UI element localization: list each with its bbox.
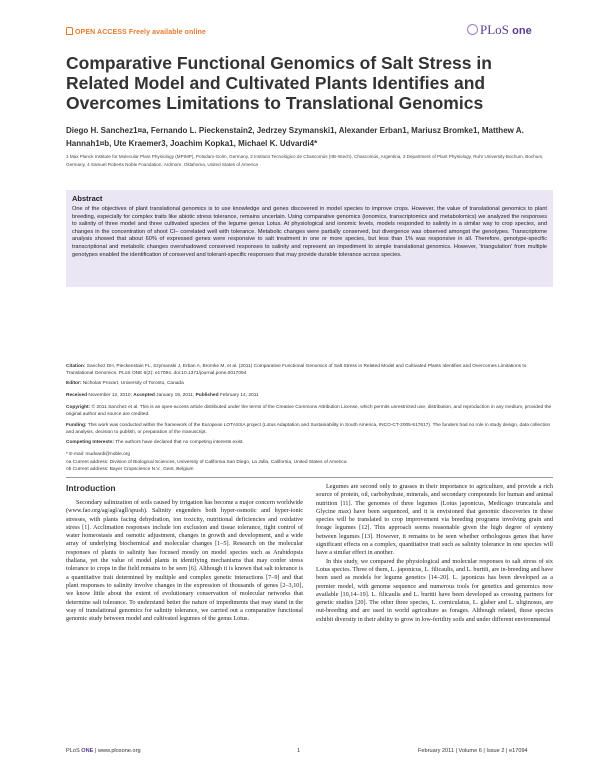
footer-website[interactable]: www.plosone.org [97,748,141,754]
funding-line [66,422,553,436]
funding-label: Funding: [66,423,87,428]
received-label: Received [66,393,88,398]
competing-label: Competing Interests: [66,440,114,445]
accepted-label: Accepted [133,393,155,398]
current-address-a: ¤a Current address: Division of Biological Sciences, University of California San Diego, La Jolla, California, United States of America [66,460,347,465]
editor-line [66,380,553,387]
abstract-heading: Abstract [72,194,103,203]
logo-one-text: one [512,25,532,37]
copyright-text: © 2011 Sanchez et al. This is an open-access article distributed under the terms of the Creative Commons Attribution License, which permits unrestricted use, distribution, and reproduction in any medium, provided the original author and source are credited. [66,405,552,417]
open-label: OPEN [75,29,96,36]
citation-text: Sanchez DH, Pieckenstain FL, Szymanski J, Erban A, Bromke M, et al. (2011) Comparative Functional Genomics of Salt Stress in Related Model and Cultivated Plants Identifies and Overcomes Limitations to Translational Genomics. PLoS ONE 6(2): e17094. doi:10.1371/journal.pone.0017094 [66,364,527,376]
intro-paragraph-2: Legumes are second only to grasses in their importance to agriculture, and provide a rich source of protein, oil, carbohydrate, minerals, and secondary compounds for human and animal nutrition [11]. The genomes of three legumes (Lotus japonicus, Medicago truncatula and Glycine max) have been sequenced, and it is envisioned that genomic discoveries in these species will be translated to crop improvement via breeding programs involving grain and forage legumes [12]. This approach seems reasonable given the high degree of synteny between legumes [13]. However, it remains to be seen whether orthologous genes that have significant effects on a complex, quantitative trait such as salinity tolerance in one species will have a similar effect in another. [316,483,553,557]
footer-issue-info: February 2011 | Volume 6 | Issue 2 | e17094 [418,748,528,754]
published-text: February 14, 2011 [219,393,259,398]
open-access-badge [66,27,206,36]
current-address-b: ¤b Current address: Bayer Cropscience N.V., Gent, Belgium [66,467,194,472]
introduction-heading: Introduction [66,483,116,493]
open-lock-icon [66,27,73,35]
editor-text: Nicholas Provart, University of Toronto, Canada [82,381,184,386]
abstract-box [66,190,553,287]
email-line: * E-mail: mudvardi@noble.org [66,452,131,457]
editor-label: Editor: [66,381,82,386]
abstract-text: One of the objectives of plant translational genomics is to use knowledge and genes discovered in model species to improve crops. However, the value of translational genomics to plant breeding, especially for complex traits like abiotic stress tolerance, remains uncertain. Using comparative genomics (ionomics, transcriptomics and metabolomics) we analyzed the responses to salinity of three model and three cultivated species of the legume genus Lotus. At physiological and ionomic levels, models responded to salinity in a similar way to crop species, and changes in the concentration of shoot Cl− correlated well with tolerance. Metabolic changes were partially conserved, but divergence was observed amongst the genotypes. Transcriptome analysis showed that about 60% of expressed genes were responsive to salt treatment in one or more species, but less than 1% was responsive in all. Therefore, genotype-specific transcriptional and metabolic changes overshadowed conserved responses to salinity and represent an impediment to simple translational genomics. However, 'triangulation' from multiple genotypes enabled the identification of conserved and tolerant-specific responses that may provide durable tolerance across species. [72,206,547,258]
citation-line [66,363,553,377]
plos-logo-icon [467,24,478,35]
access-label: ACCESS [97,29,127,36]
article-title: Comparative Functional Genomics of Salt Stress in Related Model and Cultivated Plants Identifies and Overcomes Limitations to Translational Genomics [66,53,492,113]
dates-line [66,392,553,399]
left-column [66,499,303,623]
citation-label: Citation: [66,364,86,369]
affiliations: 1 Max Planck Institute for Molecular Plant Physiology (MPIMP), Potsdam-Golm, Germany, 2 Instituto Tecnológico de Chascomús (IIB-Intech), Chascomús, Argentina, 3 Department of Plant Physiology, Ruhr University Bochum, Bochum, Germany, 4 Samuel Roberts Noble Foundation, Ardmore, Oklahoma, United States of America [66,154,544,167]
section-divider [66,477,553,478]
competing-line [66,439,553,446]
copyright-label: Copyright: [66,405,91,410]
free-online-label: Freely available online [128,29,206,36]
footer-journal: PLoS ONE | www.plosone.org [66,748,141,754]
published-label: Published [195,393,219,398]
footer-one: ONE [81,748,94,754]
funding-text: This work was conducted within the framework of the European LOTASSA project (Lotus Adaptation and Sustainability in South America, INCO-CT-2005-517617). The funders had no role in study design, data collection and analysis, decision to publish, or preparation of the manuscript. [66,423,551,435]
intro-paragraph-3: In this study, we compared the physiological and molecular responses to salt stress of six Lotus species. Three of them, L. japonicus, L. filicaulis, and L. burttii, are in-breeding and have been used as models for legume genetics [14–20]. L. japonicus has been developed as a premier model, with genome sequence and numerous tools for genetics and genomics now available [10,14–19]. L. filicaulis and L. burttii have been developed as crossing partners for genetic studies [20]. The other three species, L. corniculatus, L. glaber and L. uliginosus, are out-breeding and are used in world agriculture as forages. Although related, these species exhibit diversity in their ability to grow in low-fertility soils and under different environmental [316,557,553,623]
journal-logo [467,22,532,38]
copyright-line [66,404,553,418]
accepted-text: January 19, 2011; [156,393,195,398]
footer-page-number: 1 [297,748,301,754]
footer-plos: PLoS [66,748,80,754]
received-text: November 12, 2010; [88,393,132,398]
logo-plos-text: PLoS [480,22,509,37]
right-column [316,483,553,624]
competing-text: The authors have declared that no competing interests exist. [115,440,244,445]
author-list: Diego H. Sanchez1¤a, Fernando L. Pieckenstain2, Jedrzey Szymanski1, Alexander Erban1, Mariusz Bromke1, Matthew A. Hannah1¤b, Ute Kraemer3, Joachim Kopka1, Michael K. Udvardi4* [66,126,524,148]
intro-paragraph-1: Secondary salinization of soils caused by irrigation has become a major concern worldwide (www.fao.org/ag/agl/agll/spush). Salinity engenders both hyper-osmotic and hyper-ionic stresses, with plants facing dehydration, ion toxicity, nutritional deficiencies and oxidative stress [1]. Acclimation responses include ion exclusion and tissue tolerance, tight control of water homeostasis and osmotic adjustment, changes in growth and development, and a wide array of underlying biochemical and molecular changes [1–5]. Research on the molecular responses of plants to salinity has focused mostly on model species such as Arabidopsis thaliana, yet the value of model plants in identifying mechanisms that may confer stress tolerance to crops in the field remains to be seen [6]. Although it is known that salt tolerance is a quantitative trait determined by multiple and complex genetic interactions [7–9] and that plant responses to salinity involve changes in the expression of thousands of genes [2–3,10], we know little about the extent of evolutionary conservation of molecular networks that determine salt tolerance. To understand better the nature of impediments that may stand in the way of translational genomics for salinity tolerance, we carried out a comparative functional genomic study between model and cultivated legumes of the genus Lotus. [66,499,303,623]
